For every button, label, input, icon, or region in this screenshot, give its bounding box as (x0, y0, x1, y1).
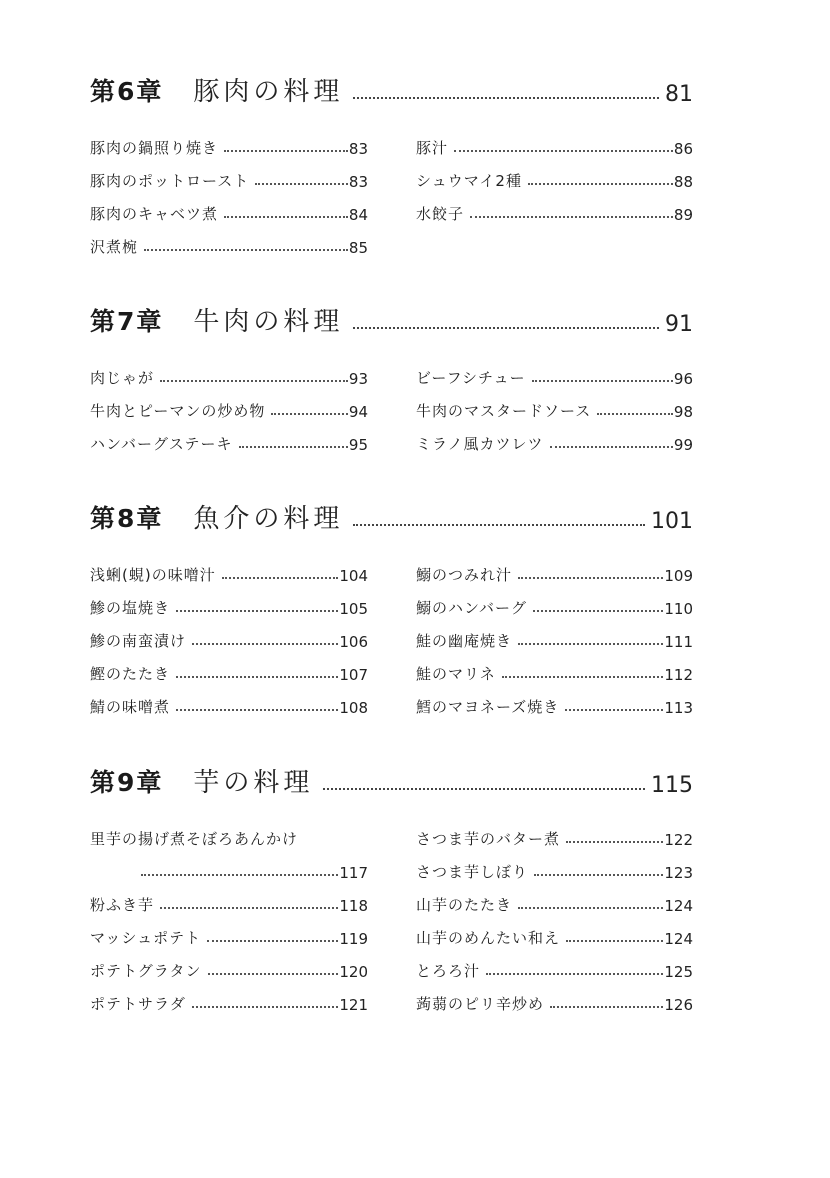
chapter-page-number: 91 (665, 312, 693, 337)
dot-leader (518, 577, 663, 579)
dot-leader (176, 676, 338, 678)
chapter-9 (90, 763, 693, 1014)
toc-entry[interactable]: 鮭の幽庵焼き 111 (416, 632, 693, 651)
dot-leader (271, 413, 348, 415)
dot-leader (255, 183, 348, 185)
dot-leader (353, 524, 645, 526)
dot-leader (353, 327, 659, 329)
entries-right-column (416, 125, 693, 224)
dot-leader (566, 841, 663, 843)
chapter-6 (90, 72, 693, 257)
dot-leader (502, 676, 664, 678)
toc-entry[interactable]: 沢煮椀 85 (90, 238, 368, 257)
toc-entry[interactable]: 肉じゃが 93 (90, 369, 368, 388)
dot-leader (550, 446, 673, 448)
dot-leader (144, 249, 348, 251)
entries-left-column (90, 816, 368, 1014)
chapter-7 (90, 302, 693, 454)
dot-leader (222, 577, 339, 579)
dot-leader (208, 973, 339, 975)
entries-left-column (90, 355, 368, 454)
dot-leader (534, 874, 663, 876)
entries-right-column (416, 552, 693, 717)
dot-leader (532, 380, 673, 382)
chapter-number: 第9章 (90, 768, 164, 797)
toc-entry[interactable]: ミラノ風カツレツ 99 (416, 435, 693, 454)
toc-entry[interactable]: 水餃子 89 (416, 205, 693, 224)
chapter-title: 芋の料理 (193, 768, 314, 798)
toc-entry[interactable]: ポテトグラタン 120 (90, 962, 368, 981)
toc-entry[interactable]: 山芋のたたき 124 (416, 896, 693, 915)
toc-entry[interactable]: 牛肉とピーマンの炒め物 94 (90, 402, 368, 421)
dot-leader (533, 610, 663, 612)
chapter-heading (90, 499, 693, 535)
toc-entry[interactable]: ハンバーグステーキ 95 (90, 435, 368, 454)
toc-entry-continuation[interactable]: 117 (90, 849, 368, 882)
toc-entry[interactable]: 鯵の塩焼き 105 (90, 599, 368, 618)
chapter-number: 第6章 (90, 77, 164, 106)
dot-leader (353, 97, 659, 99)
dot-leader (224, 150, 348, 152)
dot-leader (454, 150, 673, 152)
toc-entry[interactable]: ビーフシチュー 96 (416, 369, 693, 388)
chapter-8 (90, 499, 693, 717)
toc-entry[interactable]: 里芋の揚げ煮そぼろあんかけ (90, 830, 299, 848)
chapter-page-number: 101 (651, 509, 693, 534)
chapter-heading (90, 763, 693, 799)
dot-leader (224, 216, 348, 218)
entries-left-column (90, 552, 368, 717)
chapter-heading (90, 302, 693, 338)
chapter-title: 魚介の料理 (193, 504, 344, 534)
entries-right-column (416, 355, 693, 454)
toc-entry[interactable]: 鮭のマリネ 112 (416, 665, 693, 684)
dot-leader (239, 446, 348, 448)
dot-leader (192, 643, 338, 645)
dot-leader (160, 907, 338, 909)
dot-leader (192, 1006, 339, 1008)
toc-entry[interactable]: 粉ふき芋 118 (90, 896, 368, 915)
toc-entry[interactable]: 豚肉のキャベツ煮 84 (90, 205, 368, 224)
dot-leader (160, 380, 348, 382)
toc-entry[interactable]: さつま芋のバター煮 122 (416, 830, 693, 849)
dot-leader (470, 216, 673, 218)
toc-entry[interactable]: ポテトサラダ 121 (90, 995, 368, 1014)
entries-right-column (416, 816, 693, 1014)
chapter-number: 第7章 (90, 307, 164, 336)
dot-leader (323, 788, 645, 790)
dot-leader (176, 610, 338, 612)
toc-entry[interactable]: 豚肉の鍋照り焼き 83 (90, 139, 368, 158)
dot-leader (486, 973, 663, 975)
toc-entry[interactable]: 豚肉のポットロースト 83 (90, 172, 368, 191)
toc-entry[interactable]: 蒟蒻のピリ辛炒め 126 (416, 995, 693, 1014)
toc-entry[interactable]: 浅蜊(蜆)の味噌汁 104 (90, 566, 368, 585)
chapter-heading (90, 72, 693, 108)
chapter-number: 第8章 (90, 504, 164, 533)
toc-entry[interactable]: 豚汁 86 (416, 139, 693, 158)
dot-leader (141, 874, 338, 876)
chapter-title: 豚肉の料理 (193, 77, 344, 107)
toc-entry[interactable]: 山芋のめんたい和え 124 (416, 929, 693, 948)
toc-entry[interactable]: 牛肉のマスタードソース 98 (416, 402, 693, 421)
toc-entry[interactable]: とろろ汁 125 (416, 962, 693, 981)
dot-leader (207, 940, 338, 942)
dot-leader (528, 183, 673, 185)
dot-leader (566, 940, 663, 942)
entries-left-column (90, 125, 368, 257)
chapter-title: 牛肉の料理 (193, 307, 344, 337)
toc-entry[interactable]: シュウマイ2種 88 (416, 172, 693, 191)
chapter-page-number: 115 (651, 773, 693, 798)
dot-leader (176, 709, 338, 711)
dot-leader (565, 709, 663, 711)
toc-entry[interactable]: 鯖の味噌煮 108 (90, 698, 368, 717)
chapter-page-number: 81 (665, 82, 693, 107)
toc-entry[interactable]: 鰹のたたき 107 (90, 665, 368, 684)
toc-entry[interactable]: 鱈のマヨネーズ焼き 113 (416, 698, 693, 717)
toc-entry[interactable]: 鰯のハンバーグ 110 (416, 599, 693, 618)
dot-leader (518, 907, 663, 909)
toc-entry[interactable]: 鰯のつみれ汁 109 (416, 566, 693, 585)
toc-entry[interactable]: さつま芋しぼり 123 (416, 863, 693, 882)
toc-entry[interactable]: 鯵の南蛮漬け 106 (90, 632, 368, 651)
dot-leader (518, 643, 663, 645)
toc-entry[interactable]: マッシュポテト 119 (90, 929, 368, 948)
dot-leader (550, 1006, 663, 1008)
dot-leader (597, 413, 673, 415)
